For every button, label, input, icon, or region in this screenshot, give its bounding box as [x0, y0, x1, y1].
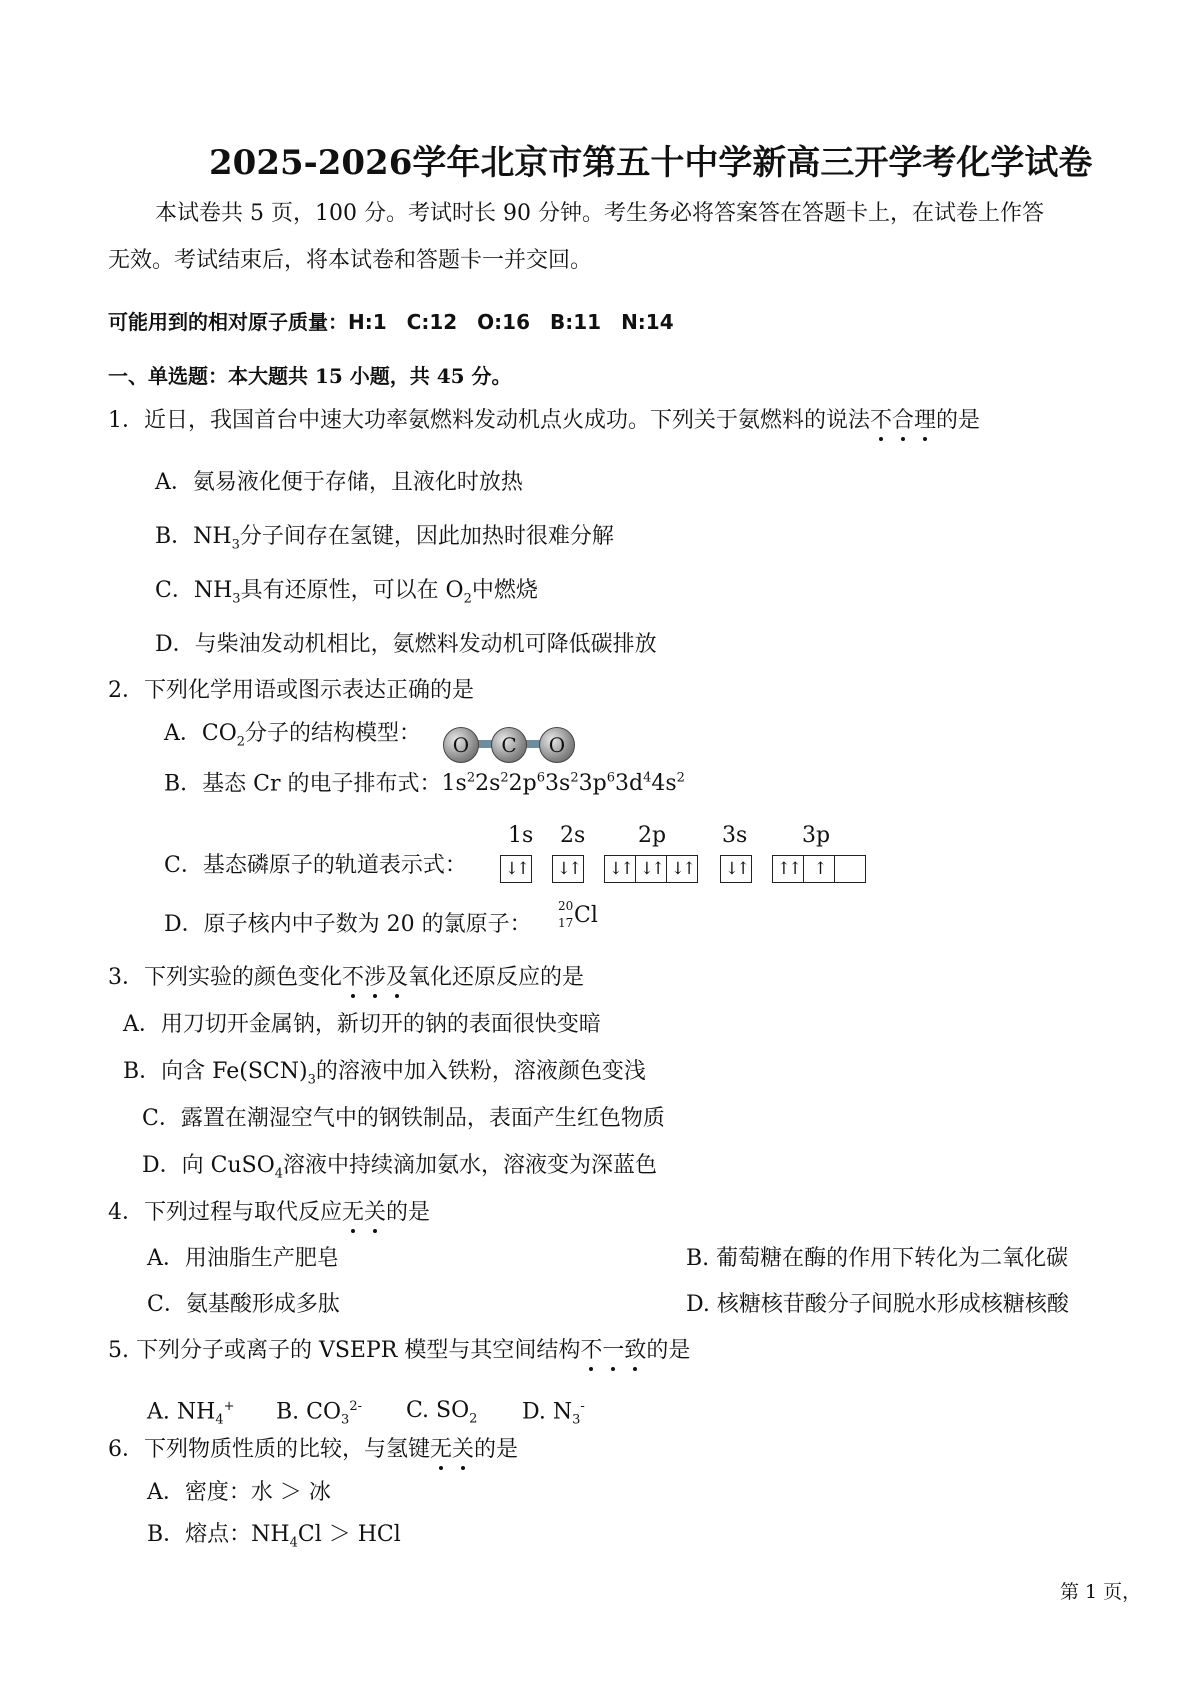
- emphasis-char: 理: [914, 408, 937, 433]
- q3-d-post: 溶液中持续滴加氨水，溶液变为深蓝色: [283, 1153, 658, 1178]
- q5-c-pre: C. SO: [406, 1398, 470, 1423]
- isotope-atomic-number: 17: [558, 916, 574, 930]
- q5-d-sup: -: [580, 1399, 585, 1414]
- subshell: 4s: [651, 771, 677, 797]
- isotope-mass-number: 20: [558, 899, 574, 913]
- q5-option-b: [276, 1400, 362, 1427]
- q4-option-c: C．氨基酸形成多肽: [147, 1292, 340, 1317]
- q3-option-c: C．露置在潮湿空气中的钢铁制品，表面产生红色物质: [142, 1106, 665, 1131]
- subshell-count: 2: [500, 771, 509, 786]
- subshell-count: 6: [536, 771, 546, 786]
- q6-stem: [108, 1439, 518, 1461]
- orbital-2p: [604, 855, 698, 883]
- q5-stem: [108, 1340, 690, 1362]
- q6-b-pre: B．熔点：NH: [147, 1522, 290, 1547]
- subshell-count: 2: [676, 771, 685, 786]
- emphasis-char: 不: [870, 408, 893, 433]
- q2-stem: 2．下列化学用语或图示表达正确的是: [108, 678, 474, 703]
- emphasis-char: 不: [342, 965, 365, 990]
- q1-c-pre: C．NH: [155, 578, 233, 603]
- q1-stem-end: 的是: [936, 408, 981, 433]
- q3-d-pre: D．向 CuSO: [142, 1153, 275, 1178]
- q1-option-b: [155, 526, 614, 551]
- orbital-3s: [720, 855, 752, 883]
- q3-stem: [108, 967, 584, 989]
- section-score: 45: [436, 364, 465, 388]
- q3-option-a: A．用刀切开金属钠，新切开的钠的表面很快变暗: [123, 1012, 601, 1037]
- q5-b-sup: 2-: [349, 1399, 362, 1414]
- q2-option-b: [164, 772, 685, 795]
- q2-a-sub: 2: [236, 734, 246, 750]
- emphasis-char: 关: [364, 1200, 387, 1225]
- orbital-box: ↓↑: [636, 856, 667, 882]
- emphasis-char: 及: [386, 965, 409, 990]
- page-title: 2025-2026学年北京市第五十中学新高三开学考化学试卷: [209, 143, 1093, 183]
- section-suffix: 分。: [464, 364, 512, 388]
- q1-option-a: A．氨易液化便于存储，且液化时放热: [155, 470, 523, 495]
- subshell: 2p: [508, 771, 537, 797]
- orbital-box: ↑↑: [773, 856, 804, 882]
- q1-b-pre: B．NH: [155, 524, 232, 549]
- orbital-2s: [552, 855, 584, 883]
- orbital-label-2p: 2p: [638, 823, 667, 848]
- q4-stem-text: 4．下列过程与取代反应: [108, 1200, 342, 1225]
- q1-b-post: 分子间存在氢键，因此加热时很难分解: [239, 524, 614, 549]
- q3-stem-text: 3．下列实验的颜色变化: [108, 965, 342, 990]
- q2-a-post: 分子的结构模型：: [245, 721, 422, 746]
- q1-c-sub2: 2: [463, 591, 472, 607]
- q2-option-a: [164, 723, 421, 748]
- intro-line-1: 本试卷共 5 页，100 分。考试时长 90 分钟。考生务必将答案答在答题卡上，在试卷上作答: [155, 201, 1044, 226]
- emphasis-char: 一: [602, 1338, 625, 1363]
- emphasis-char: 无: [430, 1437, 453, 1462]
- q5-stem-text: 5. 下列分子或离子的 VSEPR 模型与其空间结构: [108, 1338, 581, 1363]
- intro-line-2: 无效。考试结束后，将本试卷和答题卡一并交回。: [108, 248, 593, 273]
- subshell-count: 2: [570, 771, 579, 786]
- q2-option-d: D．原子核内中子数为 20 的氯原子：: [164, 912, 532, 937]
- emphasis-char: 关: [452, 1437, 475, 1462]
- subshell: 2s: [475, 771, 501, 797]
- q4-option-d: D. 核糖核苷酸分子间脱水形成核糖核酸: [686, 1292, 1069, 1317]
- q5-a-sup: +: [223, 1399, 235, 1414]
- q3-b-post: 的溶液中加入铁粉，溶液颜色变浅: [315, 1059, 646, 1084]
- q5-a-pre: A. NH: [147, 1399, 216, 1425]
- orbital-box: ↓↑: [556, 859, 580, 879]
- subshell: 3s: [545, 771, 571, 797]
- orbital-box: [835, 856, 865, 882]
- section-header: [108, 366, 512, 386]
- q2-b-pre: B．基态 Cr 的电子排布式：: [164, 771, 442, 797]
- orbital-box: ↓↑: [504, 859, 528, 879]
- subshell: 3p: [578, 771, 607, 797]
- q3-b-pre: B．向含 Fe(SCN): [123, 1059, 308, 1084]
- q5-stem-end: 的是: [646, 1338, 691, 1363]
- q6-b-sub: 4: [289, 1535, 298, 1551]
- isotope-element: Cl: [574, 903, 598, 928]
- q6-option-a: A．密度：水 ＞ 冰: [147, 1480, 331, 1505]
- q1-c-sub: 3: [232, 591, 241, 607]
- q1-b-sub: 3: [231, 537, 240, 553]
- q2-option-c: C．基态磷原子的轨道表示式：: [164, 853, 467, 878]
- q4-stem-end: 的是: [386, 1200, 431, 1225]
- cr-electron-config: [442, 771, 685, 796]
- subshell: 3d: [615, 771, 644, 797]
- q6-b-post: Cl ＞ HCl: [297, 1522, 401, 1547]
- orbital-3p: [772, 855, 866, 883]
- q2-a-pre: A．CO: [164, 721, 237, 746]
- section-prefix: 一、单选题：本大题共: [108, 364, 315, 388]
- q5-a-sub: 4: [215, 1412, 224, 1428]
- orbital-box: ↓↑: [724, 859, 748, 879]
- co2-ball-stick-model: [443, 727, 583, 763]
- q5-c-sub: 2: [469, 1411, 478, 1427]
- q5-option-d: [522, 1400, 585, 1427]
- page-number: 第 1 页，: [1060, 1581, 1142, 1603]
- orbital-label-3s: 3s: [722, 823, 748, 848]
- orbital-box: ↓↑: [605, 856, 636, 882]
- orbital-label-1s: 1s: [508, 823, 534, 848]
- q4-option-a: A．用油脂生产肥皂: [147, 1246, 339, 1271]
- q6-stem-end: 的是: [474, 1437, 519, 1462]
- q5-b-pre: B. CO: [276, 1399, 342, 1425]
- orbital-box: ↑: [804, 856, 835, 882]
- emphasis-char: 合: [892, 408, 915, 433]
- q3-b-sub: 3: [307, 1072, 316, 1088]
- orbital-label-2s: 2s: [560, 823, 586, 848]
- q3-option-d: [142, 1155, 657, 1180]
- carbon-atom: C: [491, 727, 527, 763]
- q6-option-b: [147, 1524, 401, 1549]
- q1-option-c: [155, 580, 538, 605]
- q5-d-pre: D. N: [522, 1399, 573, 1425]
- emphasis-char: 涉: [364, 965, 387, 990]
- section-count: 15: [314, 364, 343, 388]
- oxygen-atom: O: [443, 727, 479, 763]
- emphasis-char: 致: [624, 1338, 647, 1363]
- q3-stem-end: 氧化还原反应的是: [408, 965, 585, 990]
- q4-option-b: B. 葡萄糖在酶的作用下转化为二氧化碳: [686, 1246, 1069, 1271]
- subshell: 1s: [441, 771, 467, 797]
- orbital-1s: [500, 855, 532, 883]
- subshell-count: 6: [606, 771, 615, 786]
- q6-stem-text: 6．下列物质性质的比较，与氢键: [108, 1437, 430, 1462]
- subshell-count: 2: [466, 771, 476, 786]
- subshell-count: 4: [643, 771, 652, 786]
- q5-d-sub: 3: [572, 1412, 581, 1428]
- oxygen-atom: O: [539, 727, 575, 763]
- q5-option-c: [406, 1400, 477, 1425]
- q1-option-d: D．与柴油发动机相比，氨燃料发动机可降低碳排放: [155, 632, 657, 657]
- q3-option-b: [123, 1061, 646, 1086]
- section-mid: 小题，共: [342, 364, 437, 388]
- emphasis-char: 不: [580, 1338, 603, 1363]
- q1-c-mid: 具有还原性，可以在 O: [240, 578, 464, 603]
- orbital-label-3p: 3p: [802, 823, 831, 848]
- q1-stem: [108, 410, 980, 432]
- orbital-box: ↓↑: [670, 859, 694, 879]
- q3-d-sub: 4: [274, 1166, 284, 1182]
- q1-stem-text: 1．近日，我国首台中速大功率氨燃料发动机点火成功。下列关于氨燃料的说法: [108, 408, 870, 433]
- q5-b-sub: 3: [341, 1412, 350, 1428]
- q5-option-a: [147, 1400, 235, 1427]
- emphasis-char: 无: [342, 1200, 365, 1225]
- atomic-masses: 可能用到的相对原子质量：H:1 C:12 O:16 B:11 N:14: [108, 310, 674, 334]
- q1-c-post: 中燃烧: [471, 578, 538, 603]
- q4-stem: [108, 1202, 430, 1224]
